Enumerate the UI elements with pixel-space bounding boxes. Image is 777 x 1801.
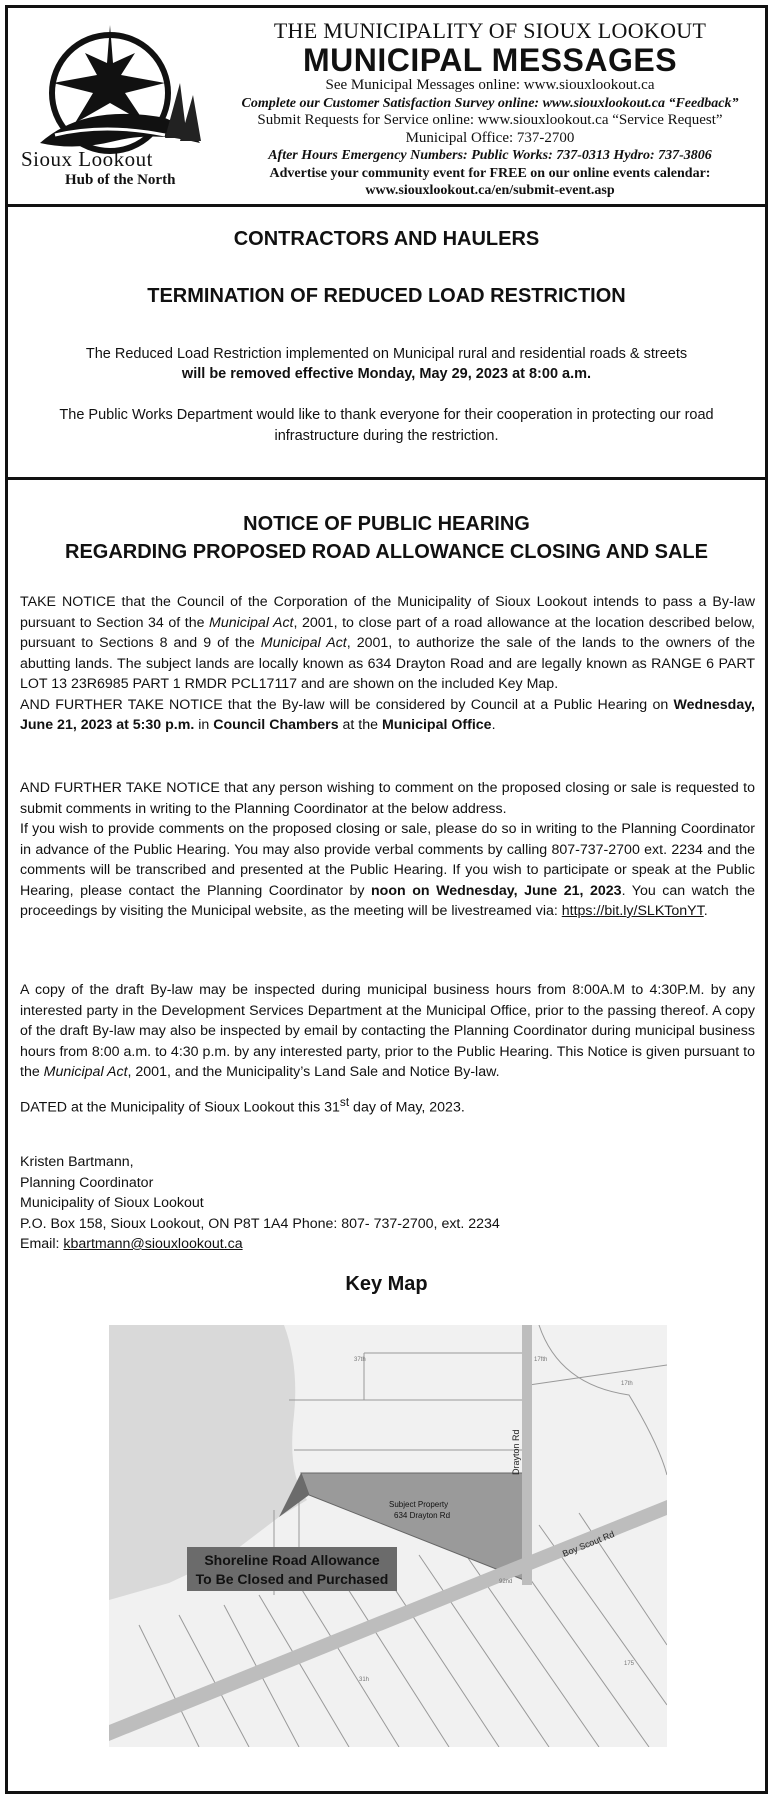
masthead-text [210,19,770,200]
notice-title: TERMINATION OF REDUCED LOAD RESTRICTION [147,285,626,307]
logo-name: Sioux Lookout [21,147,153,171]
act-name: Municipal Act [260,635,347,651]
key-map [109,1325,667,1747]
notice-paragraph-2: The Public Works Department would like to thank everyone for their cooperation in protecting our road infrastructure during the restriction. [59,407,714,444]
lot-number: 92nd [499,1579,513,1585]
masthead-advertise: Advertise your community event for FREE on our online events calendar: [269,165,711,181]
email-label: Email: [20,1236,64,1252]
masthead-requests: Submit Requests for Service online: www.siouxlookout.ca “Service Request” [257,112,723,128]
text: , 2001, to close part of a road allowance at the location described below, pursuant to Sections 8 and 9 of the [20,614,755,651]
signature-block [20,1152,500,1255]
text: If you wish to provide comments on the proposed closing or sale, please do so in writing to the Planning Coordinator in advance of the Public Hearing. You may also provide verbal comments by calling 807-737-2700 ext. 2234 and the comments will be transcribed and presented at the Public Hearing. If you wish to participate or speak at the Public Hearing, please contact the Planning Coordinator by [20,821,755,899]
text: AND FURTHER TAKE NOTICE that any person wishing to comment on the proposed closing or sale is requested to submit comments in writing to the Planning Coordinator at the below address. [20,780,755,817]
text: day of May, 2023. [349,1099,465,1116]
text: , 2001, to authorize the sale of the lands to the owners of the abutting lands. The subject lands are locally known as 634 Drayton Road and are legally known as RANGE 6 PART LOT 13 23R6985 PART 1 RMDR PCL17117 and are shown on the included Key Map. [20,635,755,692]
signatory-title: Planning Coordinator [20,1174,154,1191]
notice-effective-date: will be removed effective Monday, May 29, 2023 at 8:00 a.m. [181,366,592,382]
ordinal: st [339,1095,350,1109]
text: . You can watch the proceedings by visiting the Municipal website, as the meeting will be livestreamed via: [20,882,755,919]
lot-number: 17fth [534,1357,548,1363]
act-name: Municipal Act [43,1064,128,1080]
text: AND FURTHER TAKE NOTICE that the By-law will be considered by Council at a Public Hearing on [20,696,674,713]
livestream-link[interactable]: https://bit.ly/SLKTonYT [561,903,704,919]
boy-scout-road-label: Boy Scout Rd [561,1528,616,1559]
hearing-paragraph-1 [20,592,755,736]
key-map-title: Key Map [345,1273,428,1295]
text: TAKE NOTICE that the Council of the Corporation of the Municipality of Sioux Lookout intends to pass a By-law pursuant to Section 34 of the [20,594,755,631]
masthead-events-url: www.siouxlookout.ca/en/submit-event.asp [365,183,615,198]
text: . [703,903,708,919]
lot-number: 31h [359,1677,370,1683]
callout-line-2: To Be Closed and Purchased [195,1571,389,1587]
drayton-road-label: Drayton Rd [511,1429,521,1475]
email-link[interactable]: kbartmann@siouxlookout.ca [63,1236,243,1252]
text: at the [338,717,382,733]
signatory-organization: Municipality of Sioux Lookout [20,1195,204,1211]
drayton-road [522,1325,532,1585]
hearing-title-line-2: REGARDING PROPOSED ROAD ALLOWANCE CLOSING AND SALE [65,541,708,563]
hearing-title [5,510,768,566]
dated-line [20,1092,755,1118]
hearing-paragraph-2 [20,778,755,922]
lot-number: 175 [624,1661,635,1667]
public-hearing-notice [5,480,768,1794]
masthead-title: MUNICIPAL MESSAGES [302,42,678,78]
notice-text: The Reduced Load Restriction implemented on Municipal rural and residential roads & streets [85,346,688,362]
signatory-name: Kristen Bartmann, [20,1154,134,1170]
hearing-date: Wednesday, June 21, 2023 at 5:30 p.m. [20,696,755,733]
notice-paragraph-1 [5,344,768,384]
masthead-line-1: THE MUNICIPALITY OF SIOUX LOOKOUT [273,18,707,43]
load-restriction-notice [5,207,768,480]
signatory-email-line [20,1234,500,1255]
hearing-location: Municipal Office [381,717,492,733]
text: A copy of the draft By-law may be inspected during municipal business hours from 8:00A.M to 4:30P.M. by any interested party in the Development Services Department at the Municipal Office, prior to the passing thereof. A copy of the draft By-law may also be inspected by email by contacting the Planning Coordinator during municipal business hours from 8:00 a.m. to 4:30 p.m. by any interested party, prior to the Public Hearing. This Notice is given pursuant to the [20,982,755,1080]
notice-heading: CONTRACTORS AND HAULERS [233,228,540,250]
act-name: Municipal Act [209,614,294,631]
signatory-address: P.O. Box 158, Sioux Lookout, ON P8T 1A4 Phone: 807- 737-2700, ext. 2234 [20,1215,500,1232]
subject-property-label: Subject Property [389,1500,449,1509]
callout-line-1: Shoreline Road Allowance [204,1552,380,1568]
masthead-website: See Municipal Messages online: www.siouxlookout.ca [325,77,655,93]
masthead [5,5,768,207]
lot-number: 37th [354,1357,366,1363]
masthead-survey: Complete our Customer Satisfaction Survey online: www.siouxlookout.ca “Feedback” [241,95,739,111]
comment-deadline: noon on Wednesday, June 21, 2023 [371,882,622,899]
text: , 2001, and the Municipality’s Land Sale and Notice By-law. [127,1064,500,1080]
text: DATED at the Municipality of Sioux Lookout this 31 [20,1099,340,1116]
subject-property-address: 634 Drayton Rd [394,1511,451,1520]
masthead-office: Municipal Office: 737-2700 [405,129,575,146]
hearing-location: Council Chambers [213,717,339,733]
masthead-emergency: After Hours Emergency Numbers: Public Works: 737-0313 Hydro: 737-3806 [268,148,712,163]
lot-number: 17th [621,1381,633,1387]
logo-tagline: Hub of the North [65,172,176,188]
hearing-paragraph-3 [20,980,755,1083]
text: in [194,717,214,733]
hearing-title-line-1: NOTICE OF PUBLIC HEARING [243,513,530,535]
text: . [491,717,496,733]
